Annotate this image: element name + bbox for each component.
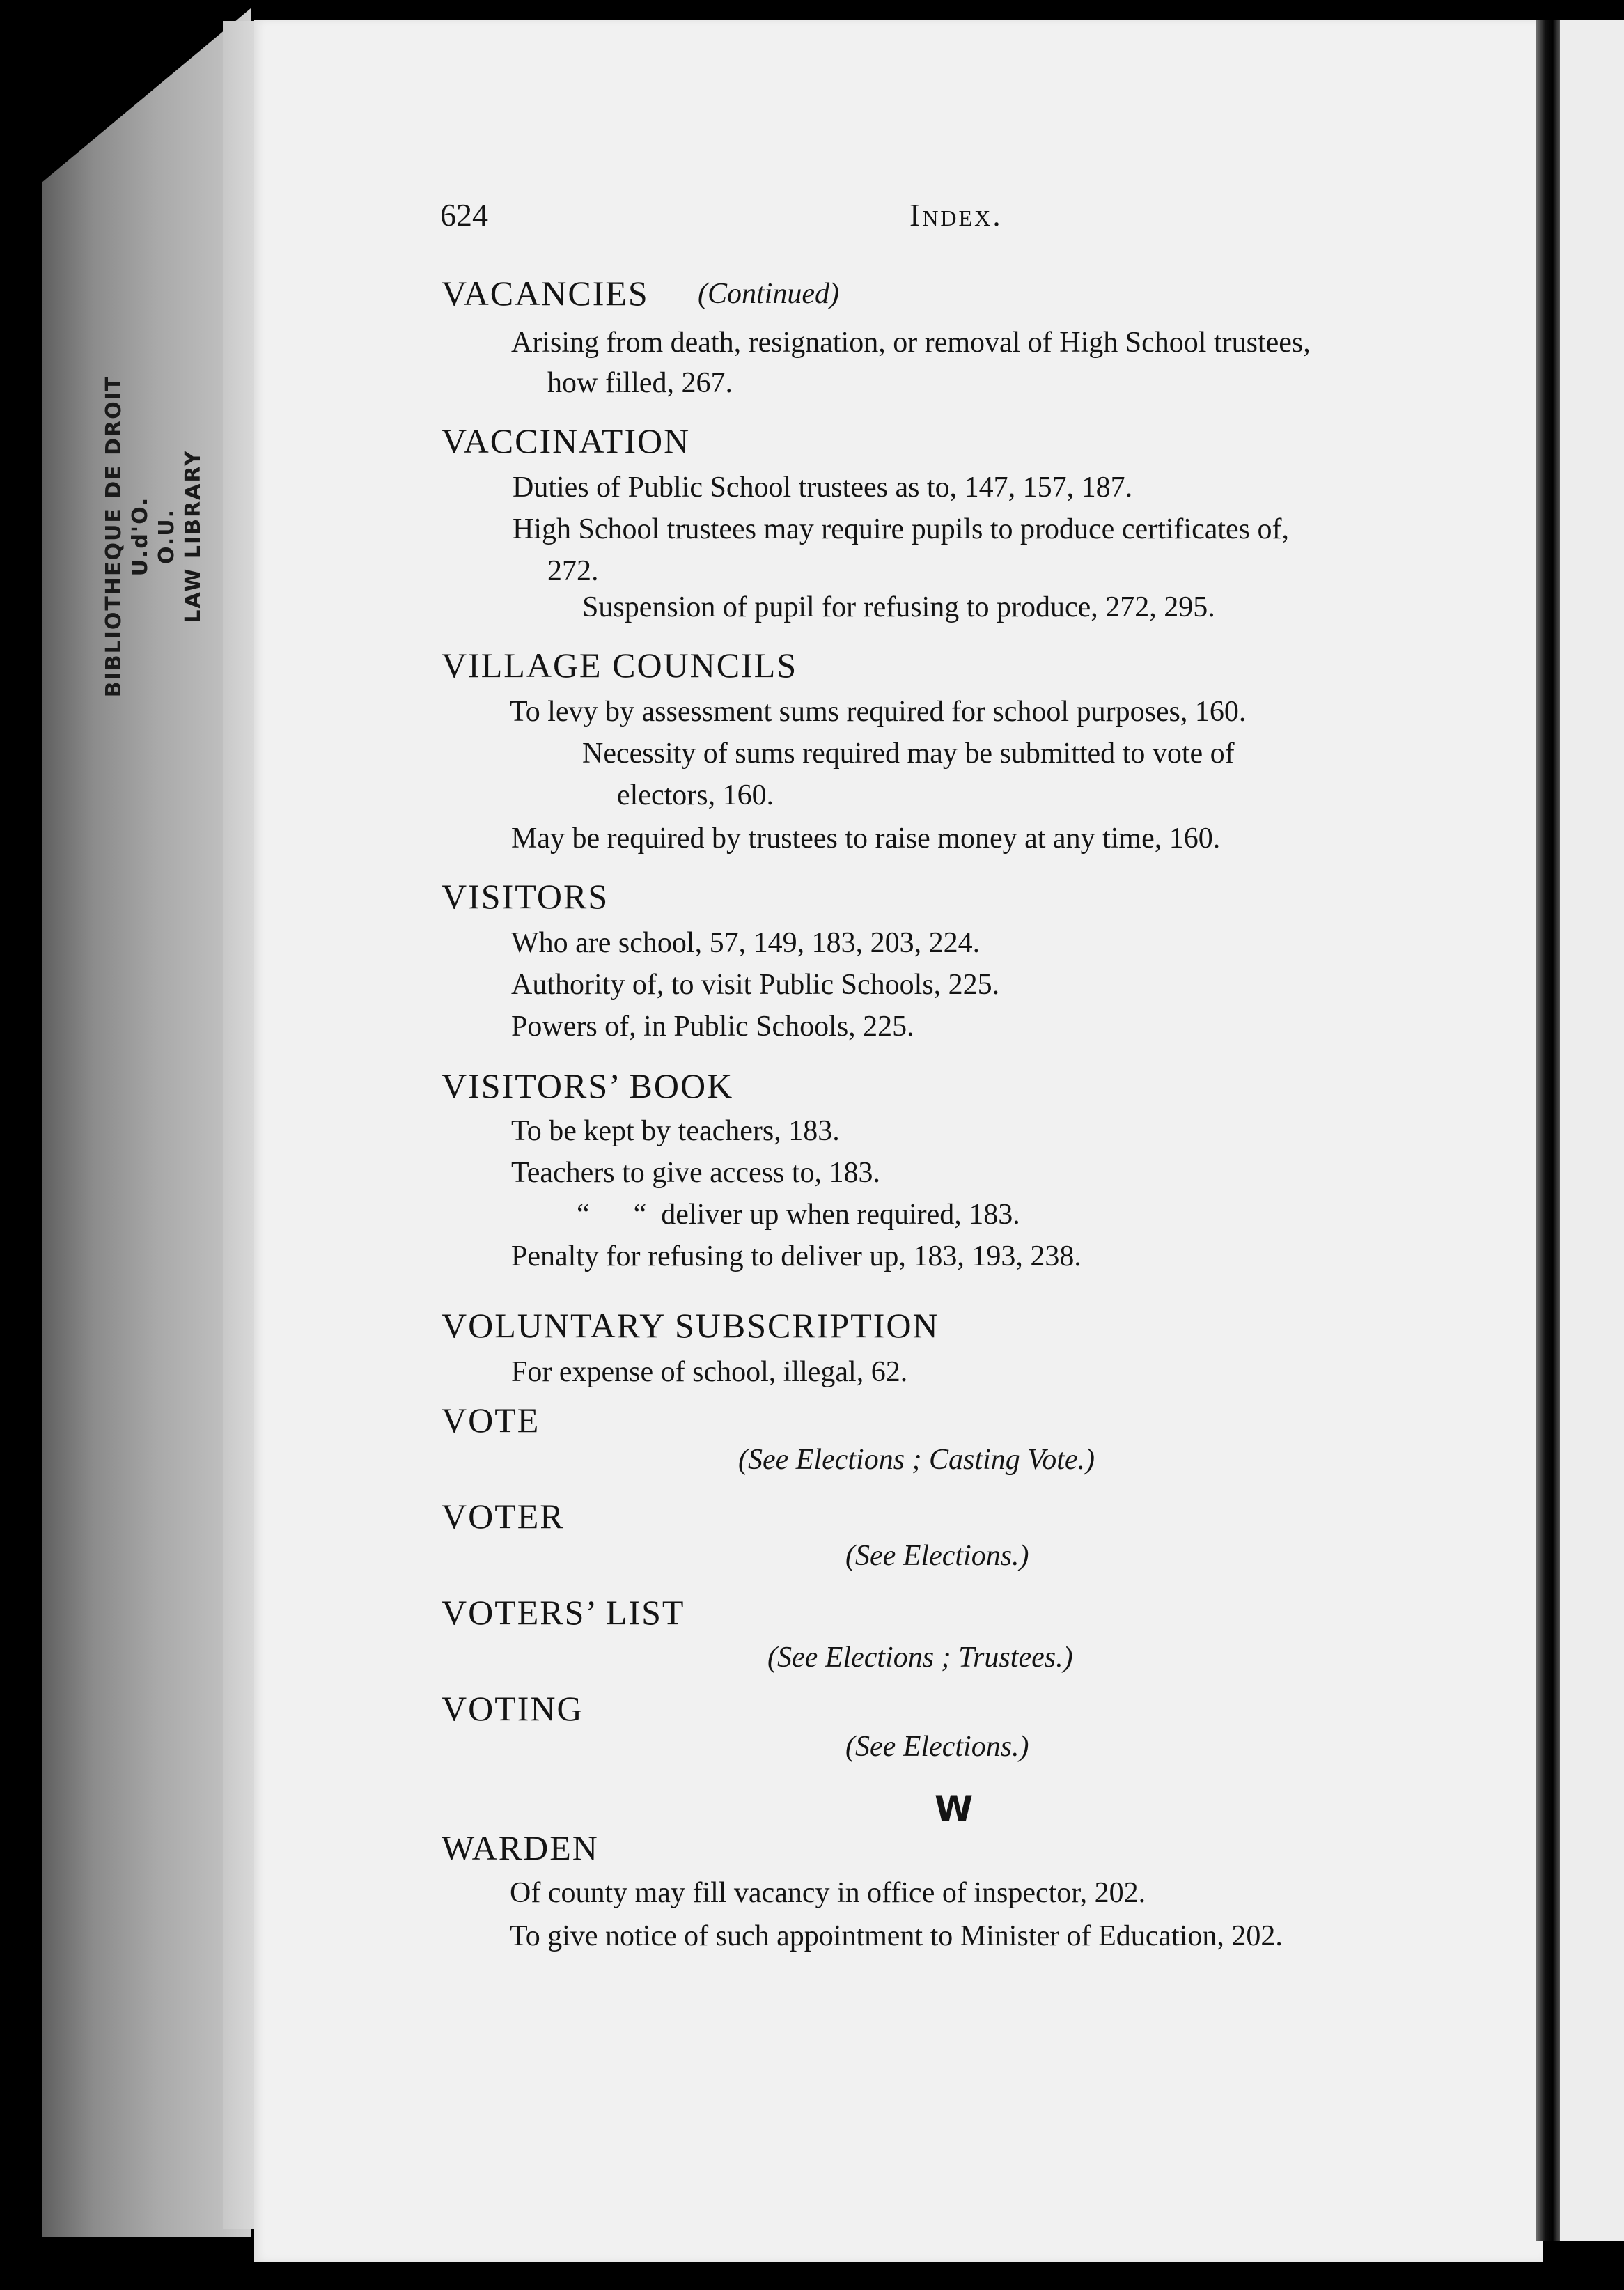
page-number: 624 <box>440 197 488 233</box>
index-heading-warden: WARDEN <box>442 1828 599 1867</box>
stamp-line: BIBLIOTHEQUE DE DROIT <box>102 375 126 698</box>
index-heading-village-councils: VILLAGE COUNCILS <box>442 646 798 685</box>
index-heading-voting: VOTING <box>442 1689 584 1728</box>
index-entry: High School trustees may require pupils to produce certificates of, <box>513 513 1290 545</box>
index-heading-vaccination: VACCINATION <box>442 421 691 460</box>
index-heading-voter: VOTER <box>442 1497 565 1536</box>
index-entry: how filled, 267. <box>547 367 733 399</box>
index-entry: Who are school, 57, 149, 183, 203, 224. <box>511 927 981 959</box>
index-entry: Teachers to give access to, 183. <box>511 1157 881 1189</box>
stamp-line: LAW LIBRARY <box>181 449 205 623</box>
index-entry: To be kept by teachers, 183. <box>511 1115 840 1147</box>
index-entry: Powers of, in Public Schools, 225. <box>511 1011 914 1043</box>
index-entry: To give notice of such appointment to Minister of Education, 202. <box>510 1920 1283 1952</box>
index-entry: Necessity of sums required may be submitted to vote of <box>582 738 1235 770</box>
index-entry: Penalty for refusing to deliver up, 183, 193, 238. <box>511 1240 1082 1272</box>
index-heading-vacancies: VACANCIES <box>442 274 649 313</box>
see-reference: (See Elections ; Casting Vote.) <box>738 1444 1095 1476</box>
index-entry: Of county may fill vacancy in office of inspector, 202. <box>510 1877 1146 1909</box>
index-heading-vote: VOTE <box>442 1401 540 1440</box>
index-entry: To levy by assessment sums required for school purposes, 160. <box>510 696 1247 728</box>
see-reference: (See Elections.) <box>845 1540 1029 1572</box>
index-entry: 272. <box>547 555 599 587</box>
section-letter: W <box>935 1789 974 1829</box>
index-entry: Authority of, to visit Public Schools, 225. <box>511 969 1000 1001</box>
index-entry: May be required by trustees to raise money at any time, 160. <box>511 823 1221 855</box>
see-reference: (See Elections.) <box>845 1731 1029 1763</box>
running-title: Index. <box>909 197 1003 233</box>
continued-note: (Continued) <box>698 278 839 310</box>
index-heading-visitors-book: VISITORS’ BOOK <box>442 1066 734 1105</box>
stamp-line: U.d'O. <box>128 496 153 577</box>
index-entry: Arising from death, resignation, or removal of High School trustees, <box>511 327 1311 359</box>
index-entry: “ “ deliver up when required, 183. <box>577 1199 1020 1231</box>
index-entry: Suspension of pupil for refusing to produce, 272, 295. <box>582 591 1215 623</box>
index-heading-voters-list: VOTERS’ LIST <box>442 1593 685 1632</box>
index-heading-voluntary-subscription: VOLUNTARY SUBSCRIPTION <box>442 1306 939 1345</box>
index-entry: Duties of Public School trustees as to, 147, 157, 187. <box>513 472 1133 504</box>
index-entry: electors, 160. <box>617 779 774 811</box>
index-heading-visitors: VISITORS <box>442 877 609 916</box>
stamp-line: O.U. <box>155 508 179 564</box>
see-reference: (See Elections ; Trustees.) <box>767 1642 1073 1674</box>
index-entry: For expense of school, illegal, 62. <box>511 1356 908 1388</box>
